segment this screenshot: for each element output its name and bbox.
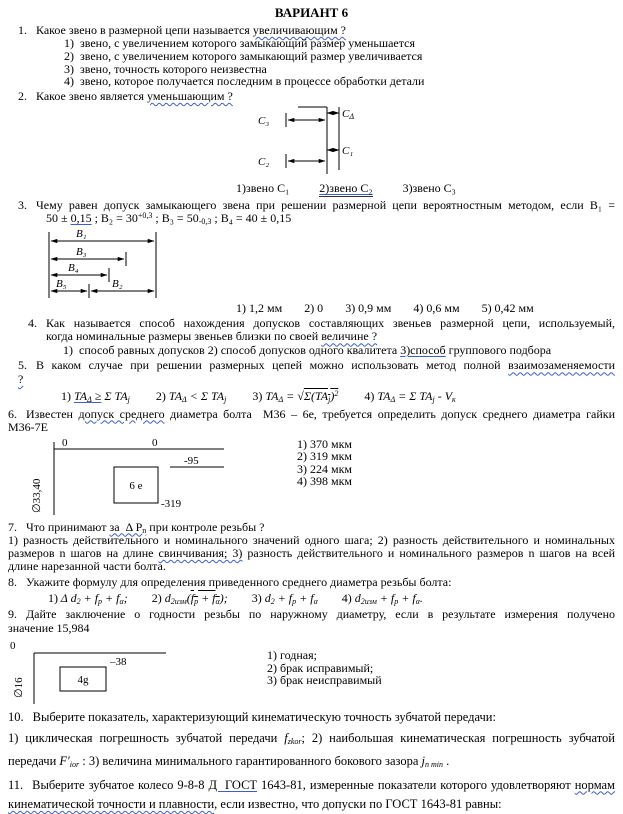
q11-paragraph [8,776,615,814]
question-6-line1 [8,408,615,421]
diagram-label: C₃ [258,115,269,127]
question-text: Укажите формулу для определения приведенного среднего диаметра резьбы болта: [26,575,451,589]
answer-option: разность действительного и номинального размеров n шагов на всей длине нарезанной части болта. [8,546,615,573]
q6-tolerance-diagram [28,437,233,519]
question-6 [8,408,615,519]
question-text: Как называется способ нахождения допусков составляющих звеньев размерной цепи, используемый, [46,316,615,330]
question-text: Чему равен допуск замыкающего звена при решении размерной цепи вероятностным методом, если В₁ = [36,198,615,212]
question-number: 10. [8,710,24,724]
question-text: диаметра болта М36 – 6е, требуется определить допуск среднего диаметра гайки [165,407,615,421]
formula-option: 2) $TA_\Delta < \Sigma$ $TA_j$ [156,390,226,403]
q8-formulas [48,592,615,605]
question-text: В каком случае при решении размерных цепей можно использовать метод полной [36,358,508,372]
answer-column [297,438,352,519]
question-7-line [8,521,615,534]
answer-option: 3) звено, точность которого неизвестна [64,63,615,76]
answer-option: 2) звено, с увеличением которого замыкающий размер увеличивается [64,50,615,63]
formula-option: 1) Δ $d_2 + f_p + f_\alpha$; [48,592,128,605]
question-number: 5. [18,358,27,372]
q9-tolerance-diagram [8,636,183,708]
question-text: Дайте заключение о годности резьбы по наружному диаметру, если в результате измерения получено [26,607,615,621]
question-text: Известен [26,407,78,421]
answer-option: 1) 370 мкм [297,438,352,451]
formula-option: 4) $TA_\Delta = \Sigma$ $TA_j - V_к$ [364,390,455,403]
diagram-label: В₁ [76,228,87,240]
answer-option: 3) брак неисправимый [267,674,382,687]
answer-option: 1)звено C₁ [236,182,289,196]
answer-column [267,649,382,708]
q5-formulas [61,390,615,403]
q3-dimension-chain-diagram [46,228,160,302]
diagram-label: -95 [184,455,199,467]
formula-option: 2) $d_{2изм}(f_p + f_\alpha)$; [152,592,228,605]
question-5-line1 [18,359,615,372]
question-text: Какое звено в размерной цепи называется [36,23,253,37]
answer-option: 1) способ равных допусков 2) способ допусков одного квалитета [63,343,400,357]
question-3-line2: 50 ± 0,15 ; $В_2 = 30^{+0,3}$ ; $В_3 = 50_{-0,3}$ ; В₄ = 40 ± 0,15 [46,212,615,225]
diagram-label: 0 [152,437,158,449]
answer-option: 3) 224 мкм [297,463,352,476]
answer-option: 5) 0,42 мм [482,302,534,315]
q9-content-row [8,636,615,708]
diagram-label: 0 [10,640,16,652]
q6-content-row [28,437,615,519]
q7-answers-paragraph [8,534,615,574]
question-text: Выберите зубчатое колесо 9-8-8 [32,778,208,792]
variant-title: ВАРИАНТ 6 [8,5,615,21]
question-10-line [8,710,615,724]
diagram-label: 6 e [129,480,142,492]
question-text: при контроле резьбы ? [146,520,264,534]
question-text: Какое звено является [36,89,147,103]
answer-option: 4) звено, которое получается последним в процессе обработки детали [64,75,615,88]
diagram-label: В₃ [76,246,87,258]
diagram-label: –38 [109,656,127,668]
diagram-label: C₁ [342,145,353,157]
question-9-line2: значение 15,984 [8,622,615,635]
answer-option: 4) 0,6 мм [413,302,459,315]
q2-dimension-chain-diagram [242,104,382,182]
question-4 [8,317,615,357]
question-9 [8,608,615,708]
question-9-line1 [8,608,615,621]
formula-option: 1) $TA_\Delta \ge \Sigma$ $TA_j$ [61,390,130,403]
diagram-label: 4g [78,674,90,686]
diagram-label: CΔ [342,108,354,121]
question-3 [8,199,615,315]
question-11 [8,776,615,814]
marked-text: взаимозаменяемости [508,358,615,372]
diameter-label: ∅33,40 [31,478,43,513]
question-text: Выберите показатель, характеризующий кинематическую точность зубчатой передачи: [33,710,496,724]
marked-text: величине ? [321,329,377,343]
diagram-label: В₄ [68,262,79,274]
question-number: 7. [8,520,17,534]
question-text: 1643-81, измеренные показатели которого удовлетворяют [257,778,575,792]
answer-option-marked: 3)способ [400,343,445,357]
formula-option: 4) $d_{2изм} + f_p + f_\alpha$. [342,592,423,605]
marked-text: нормам кинематической точности и плавности [8,778,615,811]
question-number: 6. [8,407,17,421]
answer-option: 1) разность действительного и номинального значений одного шага; 2) разность действительного и номинальных размеров n шагов на длине [8,533,615,560]
answer-row [236,302,615,315]
question-1 [8,24,615,88]
answer-option: 4) 398 мкм [297,475,352,488]
answer-options [64,37,615,87]
question-7 [8,521,615,574]
question-3-line1 [18,199,615,212]
formula-option: 3) $TA_\Delta = √\Sigma(TA_j)^2$ [252,390,338,403]
diagram-label: 0 [62,437,68,449]
answer-option: 2) 0 [304,302,323,315]
answer-option: 3) 0,9 мм [345,302,391,315]
answer-option: 2) 319 мкм [297,450,352,463]
answer-option: 1) 1,2 мм [236,302,282,315]
question-1-line [18,24,615,37]
question-text: Что принимают [26,520,109,534]
question-5-line2 [18,373,615,386]
marked-text: увеличивающим ? [253,23,346,37]
question-number: 4. [28,316,37,330]
question-10 [8,710,615,773]
diagram-label: В₂ [112,278,123,290]
question-text: когда номинальные размеры звеньев близки по своей [46,329,321,343]
question-number: 2. [18,89,27,103]
question-2 [8,90,615,197]
diameter-label: ∅16 [13,677,25,698]
question-5 [8,359,615,403]
answer-row [236,182,615,196]
question-number: 1. [18,23,27,37]
question-text: , если известно, что допуски по ГОСТ 1643-81 равны: [214,797,501,811]
answer-option: 1) звено, с увеличением которого замыкающий размер уменьшается [64,37,615,50]
question-number: 3. [18,198,27,212]
question-6-line2: М36-7Е [8,421,615,434]
question-2-line [18,90,615,103]
marked-formula: за Δ $P_n$ [109,520,146,534]
marked-text: свинчивания; 3) [159,546,243,560]
answer-option-marked: 2)звено C₂ [319,182,372,196]
question-4-line2 [46,330,615,343]
question-8-line [8,576,615,589]
question-number: 8. [8,575,17,589]
diagram-label: C₂ [258,156,269,168]
diagram-label: -319 [161,498,182,510]
diagram-label: В₅ [56,278,67,290]
answer-option: 3)звено C₃ [403,182,456,196]
answer-option: группового подбора [446,343,551,357]
q10-answers-paragraph: 1) циклическая погрешность зубчатой передачи $f_{zkor}$; 2) наибольшая кинематическая погрешность зубчатой передачи $F'_{ior}$ : 3) величина минимального гарантированного бокового зазора $j_{n min}$ . [8,727,615,773]
marked-text: ? [18,372,23,386]
question-4-line1 [28,317,615,330]
question-8 [8,576,615,606]
marked-text: допуск среднего [78,407,164,421]
question-number: 11. [8,778,23,792]
marked-text: Д ГОСТ [208,778,257,792]
question-number: 9. [8,607,17,621]
answer-option: 2) брак исправимый; [267,662,382,675]
formula-option: 3) $d_2 + f_p + f_\alpha$ [252,592,318,605]
answer-row [63,344,615,357]
marked-text: уменьшающим ? [147,89,233,103]
answer-option: 1) годная; [267,649,382,662]
